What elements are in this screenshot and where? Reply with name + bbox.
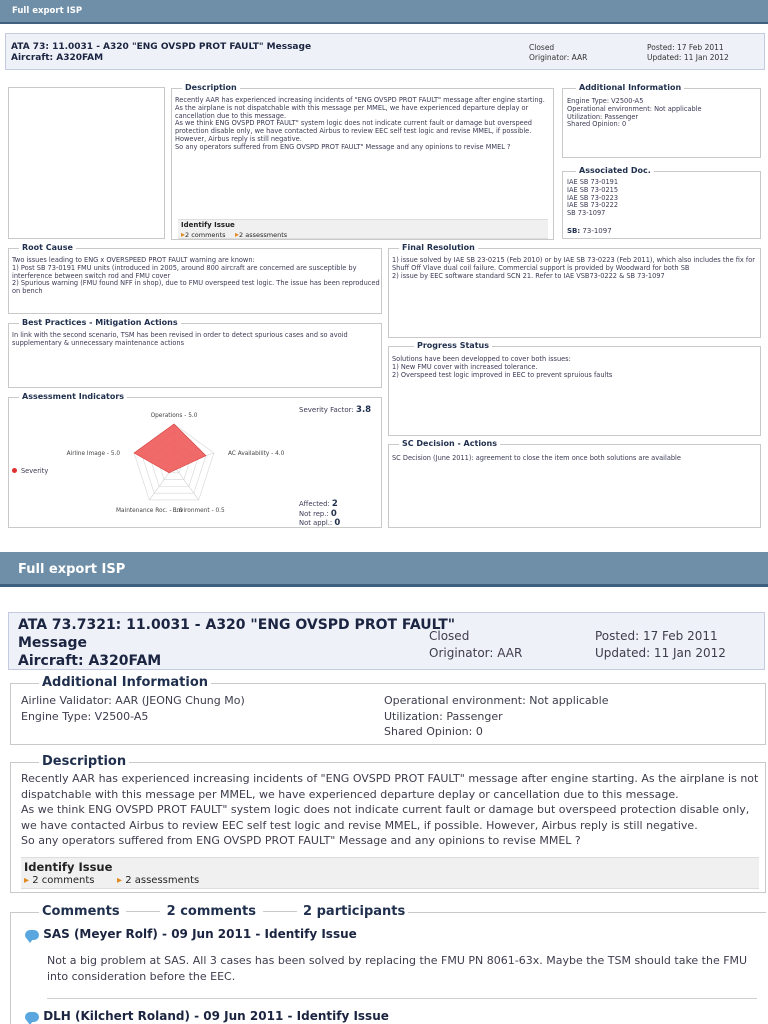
chart-legend bbox=[12, 468, 48, 476]
additional-info-panel-page2 bbox=[10, 675, 766, 745]
comments-legend-label: Comments bbox=[42, 904, 120, 919]
aircraft-title: Aircraft: A320FAM bbox=[11, 53, 104, 63]
assessments-link-label: 2 assessments bbox=[239, 231, 288, 239]
assessments-link-page2[interactable] bbox=[117, 875, 199, 886]
comment-author[interactable] bbox=[25, 1009, 753, 1023]
associated-doc-list[interactable]: IAE SB 73-0191 IAE SB 73-0215 IAE SB 73-0223 IAE SB 73-0222 SB 73-1097 bbox=[567, 178, 619, 218]
updated-date-page2: Updated: 11 Jan 2012 bbox=[595, 646, 726, 660]
not-rep-value: 0 bbox=[330, 508, 337, 519]
radar-axis-label: Operations - 5.0 bbox=[150, 413, 198, 419]
issue-title-page2: ATA 73.7321: 11.0031 - A320 "ENG OVSPD PROT FAULT" bbox=[18, 617, 456, 633]
best-practices-legend: Best Practices - Mitigation Actions bbox=[19, 318, 181, 327]
comments-link-label: 2 comments bbox=[185, 231, 226, 239]
arrow-right-icon: ▸ bbox=[181, 230, 186, 239]
arrow-right-icon: ▸ bbox=[235, 230, 240, 239]
affected-label: Affected: bbox=[299, 500, 330, 508]
comments-link-page2[interactable] bbox=[24, 875, 94, 886]
assessments-link-page2-label: 2 assessments bbox=[125, 875, 200, 886]
associated-doc-legend: Associated Doc. bbox=[576, 166, 654, 175]
additional-info-text: Engine Type: V2500-A5 Operational environment: Not applicable Utilization: Passenger Shared Opinion: 0 bbox=[567, 97, 702, 129]
additional-info-legend: Additional Information bbox=[576, 83, 684, 92]
originator-text: Originator: AAR bbox=[529, 53, 588, 62]
progress-status-legend: Progress Status bbox=[414, 341, 492, 350]
radar-chart bbox=[64, 408, 304, 526]
identify-issue-bar-page2 bbox=[21, 857, 759, 889]
identify-issue-label-page2: Identify Issue bbox=[24, 860, 113, 874]
top-bar-page2 bbox=[0, 552, 768, 587]
comment-author-label: DLH (Kilchert Roland) - 09 Jun 2011 - Identify Issue bbox=[43, 1009, 389, 1023]
sc-decision-panel bbox=[388, 439, 761, 528]
identify-issue-bar bbox=[178, 219, 548, 239]
final-resolution-panel bbox=[388, 243, 761, 338]
comment-bubble-icon bbox=[25, 930, 39, 940]
radar-axis-label: Environment - 0.5 bbox=[172, 507, 225, 514]
assessments-link[interactable] bbox=[235, 230, 287, 240]
radar-series-area bbox=[134, 424, 206, 473]
posted-date-page2: Posted: 17 Feb 2011 bbox=[595, 629, 718, 643]
best-practices-panel bbox=[8, 318, 382, 388]
severity-legend-label: Severity bbox=[21, 467, 49, 475]
root-cause-legend: Root Cause bbox=[19, 243, 76, 252]
best-practices-text: In link with the second scenario, TSM has been revised in order to detect spurious cases and so avoid supplementary & unnecessary maintenance actions bbox=[12, 331, 348, 347]
description-legend-page2: Description bbox=[39, 754, 129, 769]
posted-date: Posted: 17 Feb 2011 bbox=[647, 43, 724, 52]
comment-item bbox=[25, 927, 753, 984]
description-panel-page2 bbox=[10, 754, 766, 893]
severity-factor bbox=[299, 406, 371, 416]
description-panel bbox=[171, 83, 554, 240]
aircraft-title-page2: Aircraft: A320FAM bbox=[18, 653, 162, 669]
final-resolution-text: 1) issue solved by IAE SB 23-0215 (Feb 2010) or by IAE SB 73-0223 (Feb 2011), which also includes the fix for Shuff Off Vlave dual coil failure. Commercial support is provided by Woodward for both SB 2) issue by EEC software standard SCN 21. Refer to IAE VSB73-0222 & SB 73-1097 bbox=[392, 256, 755, 280]
description-text-page2: Recently AAR has experienced increasing incidents of "ENG OVSPD PROT FAULT" message after engine starting. As the airplane is not dispatchable with this message per MMEL, we have experienced departure deplay or cancellation due to this message. As we think ENG OVSPD PROT FAULT" system logic does not indicate current fault or damage but overspeed protection disable only, we have contacted Airbus to review EEC self test logic and revise MMEL, if possible. However, Airbus reply is still negative. So any operators suffered from ENG OVSPD PROT FAULT" Message and any opinions to revise MMEL ? bbox=[21, 772, 759, 848]
additional-info-legend-page2: Additional Information bbox=[39, 675, 211, 690]
affected-stats bbox=[299, 500, 340, 529]
not-rep-label: Not rep.: bbox=[299, 509, 329, 518]
assessment-legend: Assessment Indicators bbox=[19, 392, 127, 401]
originator-text-page2: Originator: AAR bbox=[429, 646, 523, 660]
identify-issue-label: Identify Issue bbox=[181, 221, 235, 229]
radar-axis-label: AC Availability - 4.0 bbox=[227, 451, 285, 458]
top-bar bbox=[0, 0, 768, 24]
participants-count: 2 participants bbox=[303, 904, 406, 919]
issue-image-placeholder bbox=[8, 87, 165, 239]
top-bar-title: Full export ISP bbox=[12, 6, 83, 16]
additional-info-panel bbox=[562, 83, 761, 158]
root-cause-text: Two issues leading to ENG x OVERSPEED PROT FAULT warning are known: 1) Post SB 73-0191 FMU units (introduced in 2005, around 800 aircraft are concerned are susceptible by interference between switch rod and FMU cover 2) Spurious warning (FMU found NFF in shop), due to FMU overspeed test logic. The issue has been reproduced on bench bbox=[12, 256, 380, 296]
comments-legend bbox=[39, 904, 408, 919]
arrow-right-icon: ▸ bbox=[24, 875, 30, 886]
utilization-text: Utilization: Passenger bbox=[384, 710, 503, 723]
status-text-page2: Closed bbox=[429, 629, 470, 643]
affected-value: 2 bbox=[331, 499, 338, 509]
issue-header bbox=[5, 33, 765, 70]
severity-factor-label: Severity Factor: bbox=[299, 406, 354, 414]
comment-divider bbox=[47, 998, 757, 999]
not-appl-value: 0 bbox=[334, 518, 341, 529]
not-appl-label: Not appl.: bbox=[299, 519, 333, 528]
comment-author-label: SAS (Meyer Rolf) - 09 Jun 2011 - Identify Issue bbox=[43, 927, 357, 941]
radar-axis-label: Airline Image - 5.0 bbox=[66, 451, 121, 458]
comments-link[interactable] bbox=[181, 230, 226, 240]
sb-label: SB: bbox=[567, 227, 581, 235]
engine-type-text: Engine Type: V2500-A5 bbox=[21, 710, 149, 723]
validator-text: Airline Validator: AAR (JEONG Chung Mo) bbox=[21, 694, 245, 707]
updated-date: Updated: 11 Jan 2012 bbox=[647, 53, 729, 62]
comments-link-page2-label: 2 comments bbox=[32, 875, 95, 886]
severity-factor-value: 3.8 bbox=[356, 405, 372, 415]
issue-header-page2 bbox=[8, 612, 765, 670]
root-cause-panel bbox=[8, 243, 382, 314]
comment-bubble-icon bbox=[25, 1012, 39, 1022]
sb-value: 73-1097 bbox=[582, 227, 612, 235]
severity-legend-dot bbox=[12, 468, 17, 473]
issue-title-page2-cont: Message bbox=[18, 635, 88, 651]
sb-reference bbox=[567, 227, 612, 235]
sc-decision-text: SC Decision (June 2011): agreement to close the item once both solutions are available bbox=[392, 454, 681, 462]
description-legend: Description bbox=[182, 83, 240, 92]
final-resolution-legend: Final Resolution bbox=[399, 243, 478, 252]
arrow-right-icon: ▸ bbox=[117, 875, 123, 886]
progress-status-text: Solutions have been developped to cover both issues: 1) New FMU cover with increased tolerance. 2) Overspeed test logic improved in EEC to prevent spruious faults bbox=[392, 355, 613, 379]
comment-item bbox=[25, 1009, 753, 1023]
assessment-panel bbox=[8, 392, 382, 529]
description-text: Recently AAR has experienced increasing incidents of "ENG OVSPD PROT FAULT" message after engine starting. As the airplane is not dispatchable with this message per MMEL, we have experienced departure deplay or cancellation due to this message. As we think ENG OVSPD PROT FAULT" system logic does not indicate current fault or damage but overspeed protection disable only, we have contacted Airbus to review EEC self test logic and revise MMEL, if possible. However, Airbus reply is still negative. So any operators suffered from ENG OVSPD PROT FAULT" Message and any opinions to revise MMEL ? bbox=[175, 96, 545, 151]
comment-author[interactable] bbox=[25, 927, 753, 941]
issue-title: ATA 73: 11.0031 - A320 "ENG OVSPD PROT FAULT" Message bbox=[11, 42, 312, 52]
comments-count: 2 comments bbox=[166, 904, 256, 919]
comments-section bbox=[10, 904, 766, 1024]
shared-opinion-text: Shared Opinion: 0 bbox=[384, 725, 483, 738]
status-text: Closed bbox=[529, 43, 555, 52]
radar-axis-label: Maintenance Roc. - 1.0 bbox=[116, 507, 183, 514]
associated-doc-panel bbox=[562, 166, 761, 239]
progress-status-panel bbox=[388, 341, 761, 436]
comment-text: Not a big problem at SAS. All 3 cases has been solved by replacing the FMU PN 8061-63x. Maybe the TSM should take the FMU into consideration before the EEC. bbox=[47, 954, 748, 983]
environment-text: Operational environment: Not applicable bbox=[384, 694, 609, 707]
sc-decision-legend: SC Decision - Actions bbox=[399, 439, 500, 448]
top-bar-page2-title: Full export ISP bbox=[18, 562, 126, 577]
